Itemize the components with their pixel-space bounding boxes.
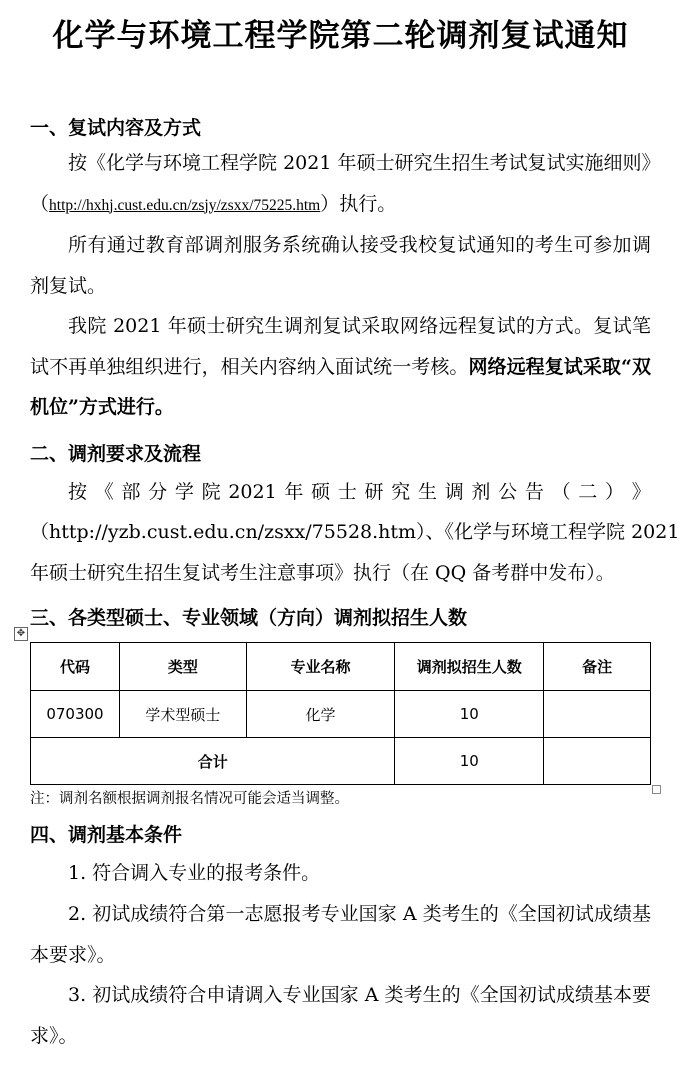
table-move-handle-icon[interactable]: ✥	[14, 627, 28, 641]
word: 》	[631, 481, 651, 503]
word: 学	[174, 481, 194, 503]
header-quota: 调剂拟招生人数	[395, 643, 544, 691]
word: 按	[68, 481, 88, 503]
word: 年	[284, 481, 304, 503]
word: （	[551, 481, 571, 503]
section-heading-1: 一、复试内容及方式	[30, 117, 202, 139]
table-header-row	[31, 643, 651, 691]
announcement-line-2: （http://yzb.cust.edu.cn/zsxx/75528.htm）、《化学与环境工程学院 2021	[30, 521, 680, 543]
word: 公	[498, 481, 518, 503]
paragraph-rules	[30, 143, 651, 226]
word: ）	[605, 481, 625, 503]
total-label: 合计	[31, 738, 395, 785]
remote-exam-bold: 网络远程复试采取“双机位”方式进行。	[30, 355, 651, 418]
announcement-line-3: 年硕士研究生招生复试考生注意事项》执行（在 QQ 备考群中发布）。	[30, 562, 615, 584]
condition-item: 1. 符合调入专业的报考条件。	[68, 862, 321, 884]
header-major: 专业名称	[246, 643, 395, 691]
word: 院	[201, 481, 221, 503]
paragraph-remote-exam	[30, 306, 651, 428]
cell-major: 化学	[246, 691, 395, 738]
rules-link[interactable]: http://hxhj.cust.edu.cn/zsjy/zsxx/75225.htm	[49, 196, 321, 214]
header-type: 类型	[119, 643, 246, 691]
word: 硕	[311, 481, 331, 503]
announcement-line-1	[30, 472, 651, 512]
word: 研	[364, 481, 384, 503]
remote-exam-text: 我院 2021 年硕士研究生调剂复试采取网络远程复试的方式。复试笔试不再单独组织进行，相关内容纳入面试统一考核。	[30, 315, 651, 378]
table-note: 注：调剂名额根据调剂报名情况可能会适当调整。	[30, 791, 349, 807]
paragraph-eligibility: 所有通过教育部调剂服务系统确认接受我校复试通知的考生可参加调剂复试。	[30, 234, 651, 297]
rules-text-end: ）执行。	[320, 192, 397, 215]
page-title: 化学与环境工程学院第二轮调剂复试通知	[52, 18, 629, 54]
table-resize-handle[interactable]	[652, 785, 661, 794]
rules-text: 按《化学与环境工程学院 2021 年硕士研究生招生考试复试实施细则》（	[30, 152, 651, 215]
word: 士	[337, 481, 357, 503]
cell-remark	[544, 691, 651, 738]
table-row	[31, 691, 651, 738]
section-heading-4: 四、调剂基本条件	[30, 824, 183, 846]
word: 生	[417, 481, 437, 503]
header-code: 代码	[31, 643, 120, 691]
total-value: 10	[395, 738, 544, 785]
word: 调	[444, 481, 464, 503]
table-total-row	[31, 738, 651, 785]
section-heading-3: 三、各类型硕士、专业领域（方向）调剂拟招生人数	[30, 607, 468, 629]
word: 《	[94, 481, 114, 503]
word: 2021	[228, 481, 277, 503]
total-remark	[544, 738, 651, 785]
word: 告	[524, 481, 544, 503]
header-remark: 备注	[544, 643, 651, 691]
cell-code: 070300	[31, 691, 120, 738]
word: 部	[121, 481, 141, 503]
cell-type: 学术型硕士	[119, 691, 246, 738]
quota-table	[30, 642, 651, 785]
section-heading-2: 二、调剂要求及流程	[30, 443, 202, 465]
word: 究	[391, 481, 411, 503]
cell-quota: 10	[395, 691, 544, 738]
condition-item: 3. 初试成绩符合申请调入专业国家 A 类考生的《全国初试成绩基本要求》。	[30, 984, 651, 1047]
condition-item: 2. 初试成绩符合第一志愿报考专业国家 A 类考生的《全国初试成绩基本要求》。	[30, 903, 651, 966]
word: 剂	[471, 481, 491, 503]
word: 分	[148, 481, 168, 503]
word: 二	[578, 481, 598, 503]
